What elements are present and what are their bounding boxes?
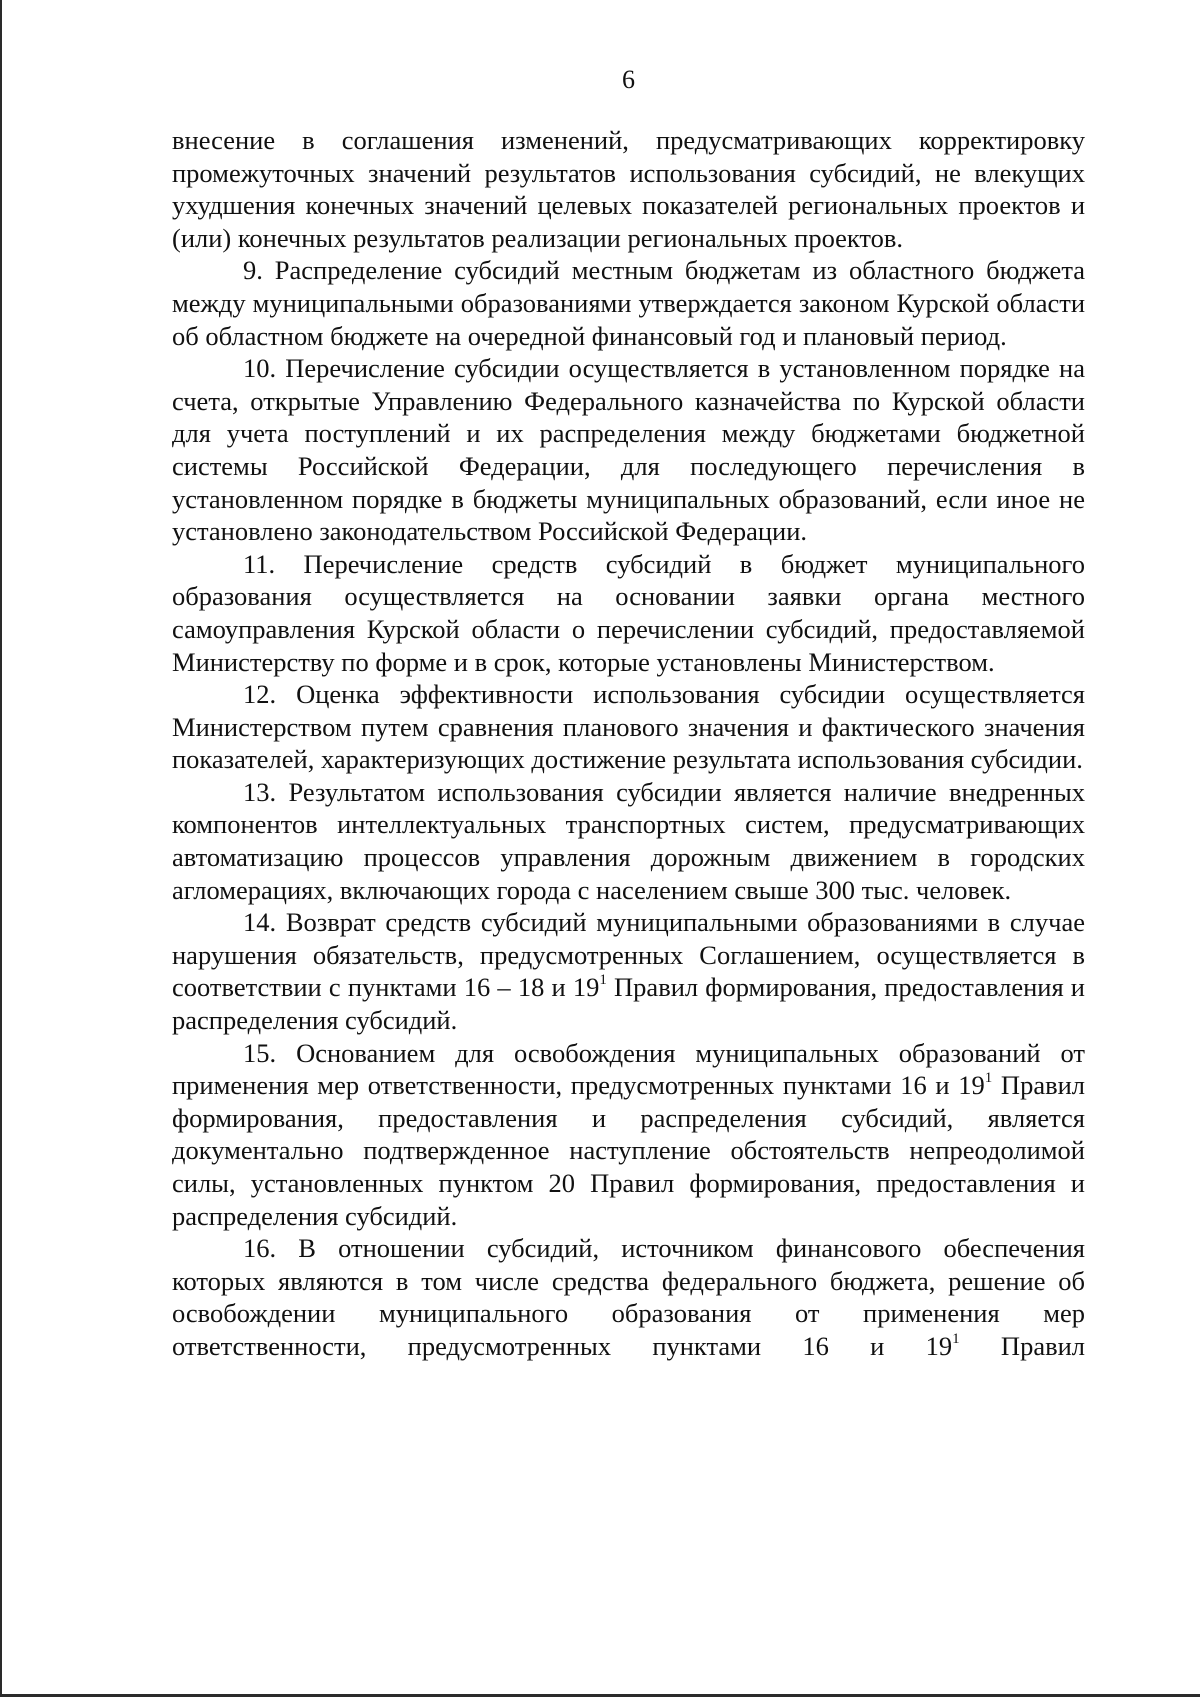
document-body	[172, 124, 1085, 1363]
paragraph-9: 9. Распределение субсидий местным бюджетам из областного бюджета между муниципальными образованиями утверждается законом Курской области об областном бюджете на очередной финансовый год и плановый период.	[172, 255, 1085, 351]
paragraph-11: 11. Перечисление средств субсидий в бюджет муниципального образования осуществляется на основании заявки органа местного самоуправления Курской области о перечислении субсидий, предоставляемой Министерству по форме и в срок, которые установлены Министерством.	[172, 548, 1085, 677]
paragraph-16	[172, 1232, 1085, 1362]
paragraph-12: 12. Оценка эффективности использования субсидии осуществляется Министерством путем сравнения планового значения и фактического значения показателей, характеризующих достижение результата использования субсидии.	[172, 679, 1085, 775]
paragraph-14-text-b: Правил формирования, предоставления и распределения субсидий.	[172, 972, 1085, 1036]
paragraph-15	[172, 1037, 1085, 1233]
paragraph-15-text-b: Правил формирования, предоставления и распределения субсидий, является документально подтвержденное наступление обстоятельств непреодолимой силы, установленных пунктом 20 Правил формирования, предоставления и распределения субсидий.	[172, 1070, 1085, 1231]
superscript-mark: 1	[952, 1330, 960, 1347]
paragraph-16-text-a: 16. В отношении субсидий, источником финансового обеспечения которых являются в том числе средства федерального бюджета, решение об освобождении муниципального образования от применения мер ответственности, предусмотренных пунктами 16 и 19	[172, 1233, 1085, 1361]
page-number: 6	[622, 65, 635, 94]
paragraph-15-text-a: 15. Основанием для освобождения муниципальных образований от применения мер ответственности, предусмотренных пунктами 16 и 19	[172, 1037, 1085, 1101]
paragraph-14-text-a: 14. Возврат средств субсидий муниципальными образованиями в случае нарушения обязательств, предусмотренных Соглашением, осуществляется в соответствии с пунктами 16 – 18 и 19	[172, 907, 1085, 1003]
paragraph-continuation: внесение в соглашения изменений, предусматривающих корректировку промежуточных значений результатов использования субсидий, не влекущих ухудшения конечных значений целевых показателей региональных проектов и (или) конечных результатов реализации региональных проектов.	[172, 125, 1085, 253]
paragraph-13: 13. Результатом использования субсидии является наличие внедренных компонентов интеллектуальных транспортных систем, предусматривающих автоматизацию процессов управления дорожным движением в городских агломерациях, включающих города с населением свыше 300 тыс. человек.	[172, 776, 1085, 905]
paragraph-16-text-b: Правил	[959, 1330, 1085, 1361]
paragraph-10: 10. Перечисление субсидии осуществляется в установленном порядке на счета, открытые Управлению Федерального казначейства по Курской области для учета поступлений и их распределения между бюджетами бюджетной системы Российской Федерации, для последующего перечисления в установленном порядке в бюджеты муниципальных образований, если иное не установлено законодательством Российской Федерации.	[172, 353, 1085, 547]
paragraph-14	[172, 906, 1085, 1036]
scan-left-edge	[0, 0, 2, 1697]
superscript-mark: 1	[599, 972, 607, 989]
superscript-mark: 1	[984, 1070, 993, 1087]
